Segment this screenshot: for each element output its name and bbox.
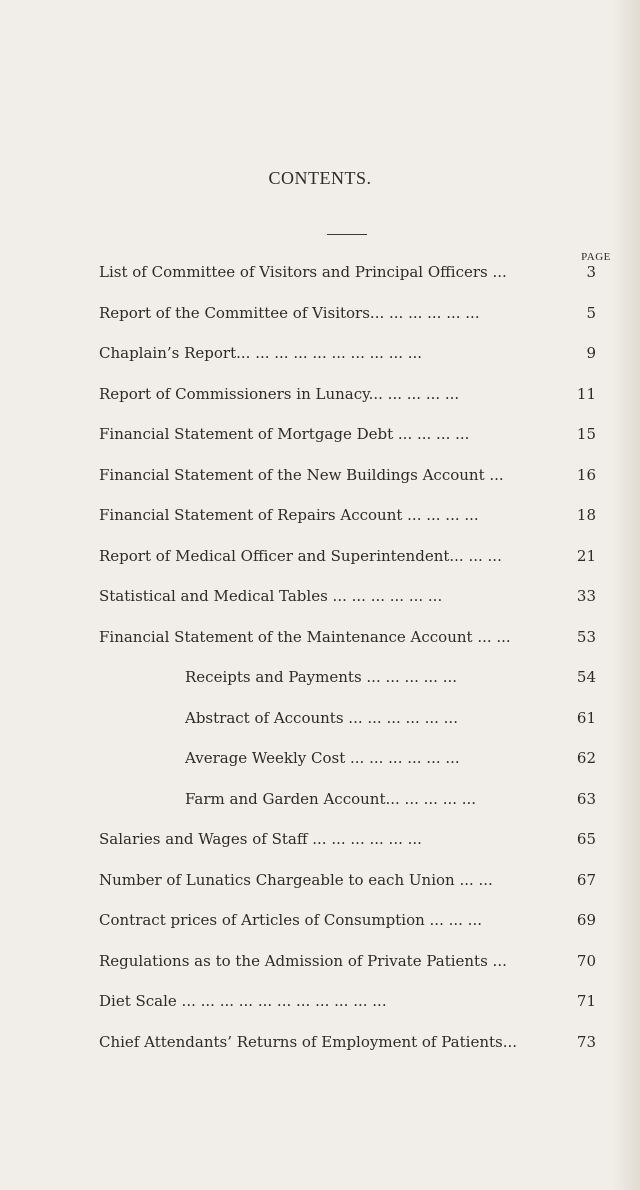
toc-entry-title: Chief Attendants’ Returns of Employment of Patients... [99, 1032, 518, 1051]
toc-entry-title: Chaplain’s Report... ... ... ... ... ... ... ... ... ... [99, 344, 423, 362]
toc-entry-page: 73 [576, 1032, 596, 1051]
toc-entry-page: 5 [586, 303, 596, 322]
toc-entry-page: 3 [586, 263, 596, 281]
toc-entry-page: 61 [576, 708, 596, 727]
toc-entry-title: Financial Statement of the Maintenance Account ... ... [99, 627, 511, 646]
toc-entry [0, 461, 640, 489]
toc-entry-title: Farm and Garden Account... ... ... ... ... [185, 789, 477, 808]
toc-entry-title: Receipts and Payments ... ... ... ... ... [185, 668, 457, 686]
toc-entry-title: Regulations as to the Admission of Private Patients ... [99, 951, 507, 970]
toc-entry [0, 501, 640, 529]
toc-entry-page: 21 [576, 546, 596, 565]
toc-entry [0, 744, 640, 772]
title-divider [327, 234, 367, 235]
toc-entry-title: Statistical and Medical Tables ... ... ... ... ... ... [99, 587, 443, 605]
toc-entry-title: List of Committee of Visitors and Principal Officers ... [99, 263, 507, 281]
toc-entry-title: Salaries and Wages of Staff ... ... ... ... ... ... [99, 830, 422, 848]
toc-entry-title: Number of Lunatics Chargeable to each Union ... ... [99, 870, 493, 889]
toc-entry [0, 380, 640, 408]
toc-entry [0, 785, 640, 813]
toc-entry-title: Report of Commissioners in Lunacy... ... ... ... ... [99, 384, 460, 403]
toc-entry [0, 582, 640, 610]
page-title: CONTENTS. [268, 168, 372, 188]
toc-entry-page: 54 [576, 668, 596, 686]
toc-entry [0, 542, 640, 570]
toc-entry [0, 947, 640, 975]
toc-entry-title: Financial Statement of Repairs Account ... ... ... ... [99, 506, 479, 524]
toc-entry [0, 420, 640, 448]
toc-entry-title: Diet Scale ... ... ... ... ... ... ... ... ... ... ... [99, 992, 387, 1010]
toc-entry-page: 18 [576, 506, 596, 524]
toc-entry-page: 69 [576, 911, 596, 929]
toc-entry [0, 906, 640, 934]
toc-entry [0, 1028, 640, 1056]
toc-entry-page: 70 [576, 951, 596, 970]
toc-entry-page: 15 [576, 425, 596, 443]
toc-entry-page: 11 [576, 384, 596, 403]
toc-entry-title: Financial Statement of the New Buildings Account ... [99, 465, 504, 484]
toc-entry-title: Contract prices of Articles of Consumption ... ... ... [99, 911, 482, 929]
toc-entry-page: 33 [576, 587, 596, 605]
toc-entry [0, 663, 640, 691]
toc-entry [0, 623, 640, 651]
toc-entry [0, 339, 640, 367]
toc-entry [0, 825, 640, 853]
toc-entry-page: 62 [576, 749, 596, 767]
toc-entry-title: Report of the Committee of Visitors... ... ... ... ... ... [99, 303, 480, 322]
toc-entry [0, 258, 640, 286]
toc-entry-title: Report of Medical Officer and Superintendent... ... ... [99, 546, 502, 565]
toc-entry-page: 71 [576, 992, 596, 1010]
toc-entry-page: 16 [576, 465, 596, 484]
page-column-label: PAGE [581, 251, 611, 263]
toc-entry-page: 65 [576, 830, 596, 848]
toc-entry-title: Abstract of Accounts ... ... ... ... ... ... [185, 708, 458, 727]
toc-entry-page: 53 [576, 627, 596, 646]
toc-entry [0, 987, 640, 1015]
toc-entry-page: 63 [576, 789, 596, 808]
toc-entry-title: Financial Statement of Mortgage Debt ... ... ... ... [99, 425, 470, 443]
toc-entry-title: Average Weekly Cost ... ... ... ... ... ... [185, 749, 460, 767]
toc-entry-page: 9 [586, 344, 596, 362]
toc-entry [0, 299, 640, 327]
toc-entry [0, 866, 640, 894]
toc-entry-page: 67 [576, 870, 596, 889]
toc-entry [0, 704, 640, 732]
